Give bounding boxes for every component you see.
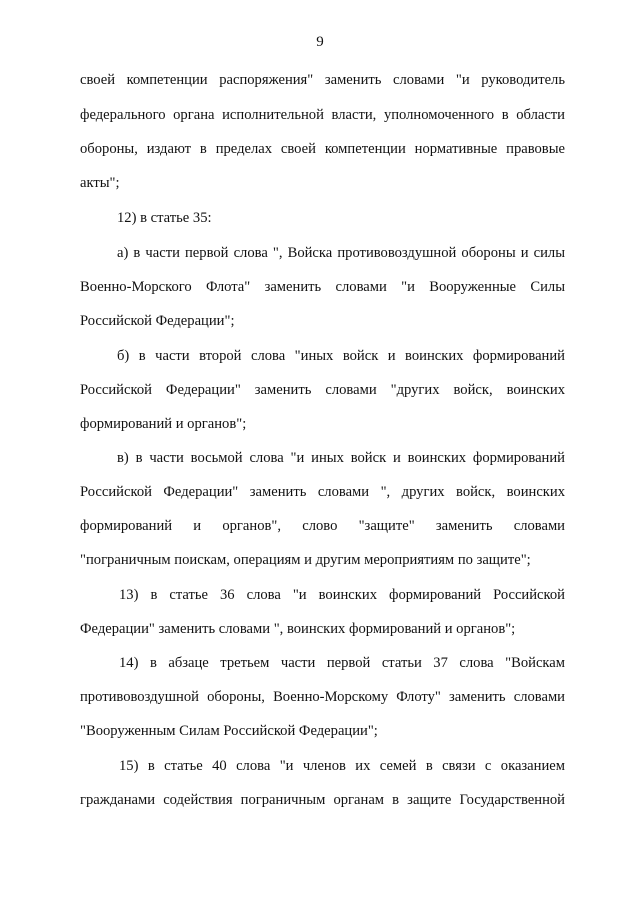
- text-line: противовоздушной обороны, Военно-Морскому Флоту" заменить словами: [80, 689, 565, 705]
- text-line: своей компетенции распоряжения" заменить словами "и руководитель: [80, 72, 565, 88]
- text-line: б) в части второй слова "иных войск и воинских формирований: [117, 348, 565, 364]
- text-line: "Вооруженным Силам Российской Федерации";: [80, 723, 378, 739]
- text-line: 14) в абзаце третьем части первой статьи 37 слова "Войскам: [119, 655, 565, 671]
- text-line: Военно-Морского Флота" заменить словами "и Вооруженные Силы: [80, 279, 565, 295]
- text-line: 13) в статье 36 слова "и воинских формирований Российской: [119, 587, 565, 603]
- text-line: а) в части первой слова ", Войска противовоздушной обороны и силы: [117, 245, 565, 261]
- text-line: "пограничным поискам, операциям и другим мероприятиям по защите";: [80, 552, 531, 568]
- text-line: формирований и органов", слово "защите" заменить словами: [80, 518, 565, 534]
- text-line: Российской Федерации";: [80, 313, 235, 329]
- text-line: формирований и органов";: [80, 416, 247, 432]
- text-line: гражданами содействия пограничным органам в защите Государственной: [80, 792, 565, 808]
- page-number: 9: [316, 34, 324, 50]
- text-line: обороны, издают в пределах своей компетенции нормативные правовые: [80, 141, 565, 157]
- text-line: Российской Федерации" заменить словами ", других войск, воинских: [80, 484, 565, 500]
- text-line: 15) в статье 40 слова "и членов их семей в связи с оказанием: [119, 758, 565, 774]
- text-line: 12) в статье 35:: [117, 210, 212, 226]
- text-line: в) в части восьмой слова "и иных войск и воинских формирований: [117, 450, 565, 466]
- text-line: Федерации" заменить словами ", воинских формирований и органов";: [80, 621, 516, 637]
- text-line: акты";: [80, 175, 120, 191]
- text-line: Российской Федерации" заменить словами "других войск, воинских: [80, 382, 565, 398]
- text-line: федерального органа исполнительной власти, уполномоченного в области: [80, 107, 565, 123]
